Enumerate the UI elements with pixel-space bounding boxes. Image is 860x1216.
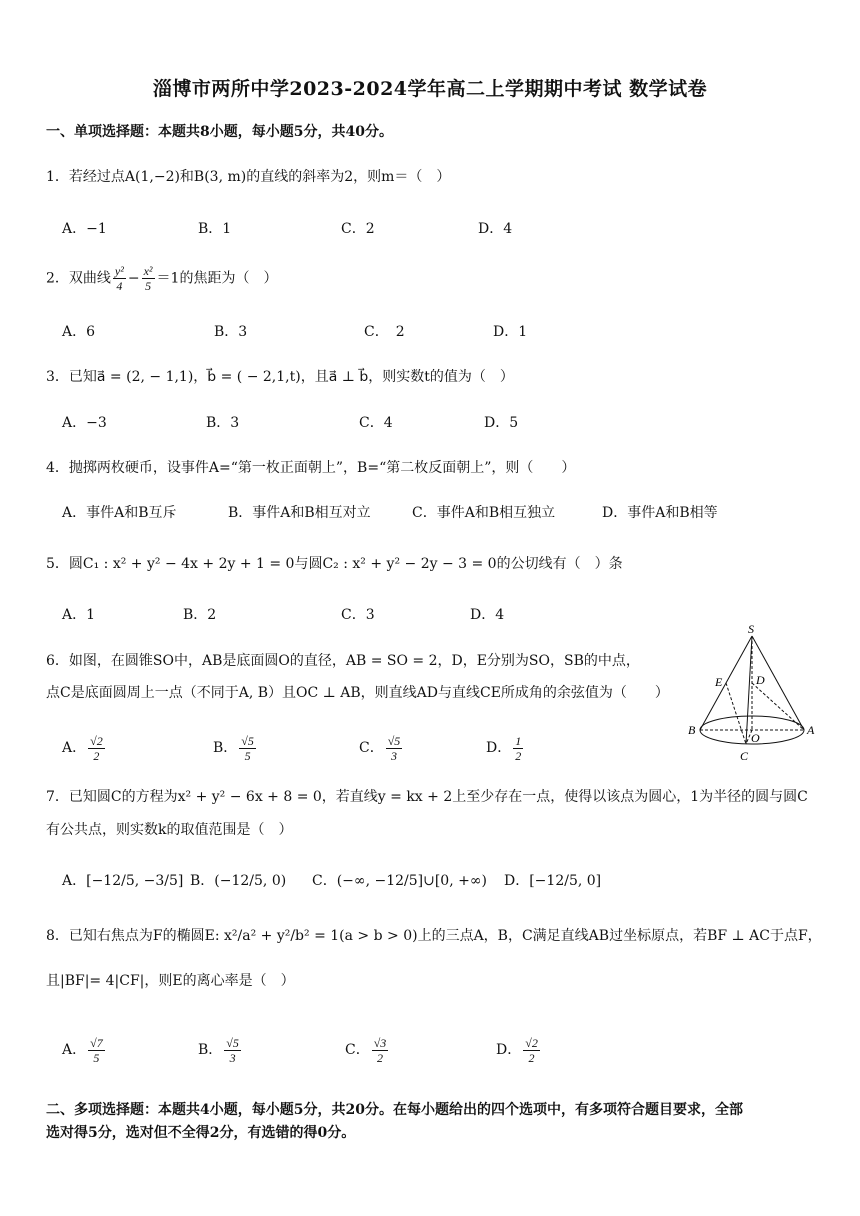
option-b[interactable]: B．3 (206, 415, 240, 431)
question-3-stem: 3．已知a⃗ = (2, − 1,1)，b⃗ = ( − 2,1,t)，且a⃗ ⊥ b⃗，则实数t的值为（ ） (46, 369, 514, 385)
question-5-stem: 5．圆C₁ : x² + y² − 4x + 2y + 1 = 0与圆C₂ : x² + y² − 2y − 3 = 0的公切线有（ ）条 (46, 556, 623, 572)
option-a[interactable]: A．6 (62, 324, 96, 340)
option-c[interactable]: C．2 (341, 221, 375, 237)
option-d[interactable]: D．[−12/5, 0] (504, 873, 602, 889)
label-o: O (751, 731, 760, 745)
question-7-stem-line2: 有公共点，则实数k的取值范围是（ ） (46, 822, 293, 838)
option-a[interactable]: A．−3 (62, 415, 107, 431)
option-c[interactable]: C．4 (359, 415, 393, 431)
question-3-options (62, 408, 822, 438)
option-a[interactable]: A．事件A和B互斥 (62, 505, 177, 521)
option-d[interactable]: D． $\frac{√2}{2}$ (496, 1035, 538, 1065)
fraction: $\frac{\text{y²}}{4}$ (114, 264, 124, 293)
option-c[interactable]: C． $\frac{√5}{3}$ (359, 733, 401, 763)
option-d[interactable]: D．1 (493, 324, 528, 340)
option-d[interactable]: D．事件A和B相等 (602, 505, 718, 521)
option-a[interactable]: A． $\frac{√7}{5}$ (62, 1035, 103, 1065)
section-heading-multi-choice-line1: 二、多项选择题：本题共4小题，每小题5分，共20分。在每小题给出的四个选项中，有多项符合题目要求，全部 (46, 1102, 743, 1118)
question-7-options (62, 866, 822, 896)
option-b[interactable]: B．事件A和B相互对立 (228, 505, 371, 521)
label-c: C (740, 749, 749, 763)
cone-figure (686, 622, 821, 772)
option-b[interactable]: B．2 (183, 607, 217, 623)
option-b[interactable]: B． $\frac{√5}{5}$ (213, 733, 254, 763)
option-c[interactable]: C． 2 (364, 324, 405, 340)
label-a: A (807, 723, 815, 737)
label-b: B (688, 723, 696, 737)
option-d[interactable]: D．4 (470, 607, 505, 623)
question-2-stem: 2．双曲线 $\frac{\text{y²}}{4}$ − $\frac{\text{x²}}{5}$ ＝1的焦距为（ ） (46, 264, 278, 293)
option-d[interactable]: D．4 (478, 221, 513, 237)
option-a[interactable]: A．−1 (62, 221, 107, 237)
option-a[interactable]: A． $\frac{√2}{2}$ (62, 733, 103, 763)
question-6-stem-line1: 6．如图，在圆锥SO中，AB是底面圆O的直径，AB = SO = 2，D，E分别为SO，SB的中点， (46, 653, 640, 669)
question-8-stem-line1: 8．已知右焦点为F的椭圆E: x²/a² + y²/b² = 1(a > b > 0)上的三点A，B，C满足直线AB过坐标原点，若BF ⊥ AC于点F， (46, 928, 822, 944)
label-d: D (756, 673, 765, 687)
option-b[interactable]: B． $\frac{√5}{3}$ (198, 1035, 239, 1065)
cone-diagram (686, 622, 821, 772)
option-a[interactable]: A．[−12/5, −3/5] (62, 873, 184, 889)
question-6-stem-line2: 点C是底面圆周上一点（不同于A, B）且OC ⊥ AB，则直线AD与直线CE所成角的余弦值为（ ） (46, 685, 669, 701)
question-8-options (62, 1030, 822, 1070)
question-7-stem-line1: 7．已知圆C的方程为x² + y² − 6x + 8 = 0，若直线y = kx + 2上至少存在一点，使得以该点为圆心，1为半径的圆与圆C (46, 789, 808, 805)
question-2-prefix: 2．双曲线 (46, 270, 111, 287)
label-s: S (748, 622, 754, 636)
option-b[interactable]: B．1 (198, 221, 232, 237)
section-heading-multi-choice-line2: 选对得5分，选对但不全得2分，有选错的得0分。 (46, 1125, 356, 1141)
option-c[interactable]: C．事件A和B相互独立 (412, 505, 556, 521)
fraction: $\frac{\text{x²}}{5}$ (143, 264, 153, 293)
question-4-options (62, 498, 822, 528)
question-1-options (62, 214, 822, 244)
option-c[interactable]: C．3 (341, 607, 375, 623)
question-1-stem: 1．若经过点A(1,−2)和B(3, m)的直线的斜率为2，则m＝（ ） (46, 169, 451, 185)
option-c[interactable]: C．(−∞, −12/5]∪[0, +∞) (312, 873, 487, 889)
option-b[interactable]: B．(−12/5, 0) (190, 873, 287, 889)
option-a[interactable]: A．1 (62, 607, 96, 623)
option-d[interactable]: D．5 (484, 415, 519, 431)
option-c[interactable]: C． $\frac{√3}{2}$ (345, 1035, 387, 1065)
section-heading-single-choice: 一、单项选择题：本题共8小题，每小题5分，共40分。 (46, 124, 393, 140)
question-2-suffix: 的焦距为（ ） (179, 270, 278, 287)
option-b[interactable]: B．3 (214, 324, 248, 340)
question-2-options (62, 317, 822, 347)
label-e: E (715, 675, 723, 689)
question-4-stem: 4．抛掷两枚硬币，设事件A=“第一枚正面朝上”，B=“第二枚反面朝上”，则（ ） (46, 460, 576, 476)
question-8-stem-line2: 且|BF|= 4|CF|，则E的离心率是（ ） (46, 973, 295, 989)
page-title: 淄博市两所中学2023-2024学年高二上学期期中考试 数学试卷 (152, 78, 708, 100)
option-d[interactable]: D． $\frac{1}{2}$ (486, 733, 522, 763)
